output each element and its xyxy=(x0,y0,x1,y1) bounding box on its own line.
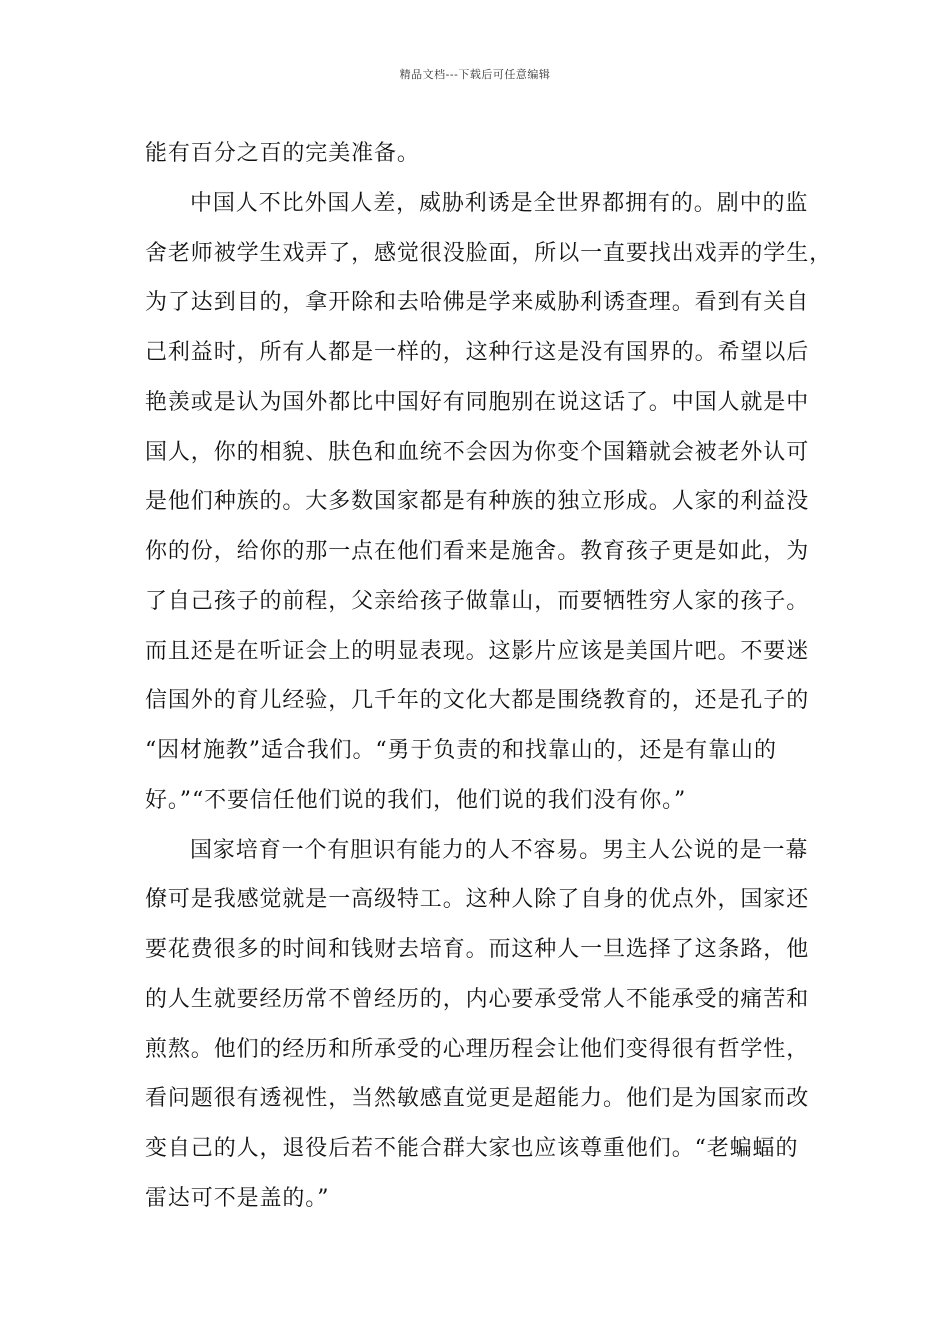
text-line: 要花费很多的时间和钱财去培育。而这种人一旦选择了这条路，他 xyxy=(145,937,810,962)
text-line: 舍老师被学生戏弄了，感觉很没脸面，所以一直要找出戏弄的学生， xyxy=(145,240,833,266)
text-line: “因材施教”适合我们。“勇于负责的和找靠山的，还是有靠山的 xyxy=(145,738,777,763)
text-line: 的人生就要经历常不曾经历的，内心要承受常人不能承受的痛苦和 xyxy=(145,986,810,1012)
text-line: 能有百分之百的完美准备。 xyxy=(145,141,420,166)
text-line: 好。”“不要信任他们说的我们，他们说的我们没有你。” xyxy=(145,787,687,813)
text-line: 国人，你的相貌、肤色和血统不会因为你变个国籍就会被老外认可 xyxy=(145,439,810,465)
text-line: 而且还是在听证会上的明显表现。这影片应该是美国片吧。不要迷 xyxy=(145,638,810,664)
text-line: 信国外的育儿经验，几千年的文化大都是围绕教育的，还是孔子的 xyxy=(145,688,810,714)
document-body xyxy=(145,129,833,1224)
text-line: 你的份，给你的那一点在他们看来是施舍。教育孩子更是如此，为 xyxy=(145,539,810,564)
text-line: 国家培育一个有胆识有能力的人不容易。男主人公说的是一幕 xyxy=(190,837,809,863)
text-line: 是他们种族的。大多数国家都是有种族的独立形成。人家的利益没 xyxy=(145,489,810,515)
text-line: 看问题很有透视性，当然敏感直觉更是超能力。他们是为国家而改 xyxy=(145,1086,810,1112)
text-line: 僚可是我感觉就是一高级特工。这种人除了自身的优点外，国家还 xyxy=(145,887,810,913)
text-line: 为了达到目的，拿开除和去哈佛是学来威胁利诱查理。看到有关自 xyxy=(145,290,810,316)
text-line: 煎熬。他们的经历和所承受的心理历程会让他们变得很有哲学性， xyxy=(145,1036,810,1062)
text-line: 雷达可不是盖的。” xyxy=(145,1185,330,1211)
text-line: 了自己孩子的前程，父亲给孩子做靠山，而要牺牲穷人家的孩子。 xyxy=(145,588,810,614)
text-line: 变自己的人，退役后若不能合群大家也应该尊重他们。“老蝙蝠的 xyxy=(145,1136,799,1161)
page-header: 精品文档---下载后可任意编辑 xyxy=(399,68,551,81)
text-line: 中国人不比外国人差，威胁利诱是全世界都拥有的。剧中的监 xyxy=(190,190,809,216)
text-line: 艳羡或是认为国外都比中国好有同胞别在说这话了。中国人就是中 xyxy=(145,389,810,415)
text-line: 己利益时，所有人都是一样的，这种行这是没有国界的。希望以后 xyxy=(145,340,810,365)
